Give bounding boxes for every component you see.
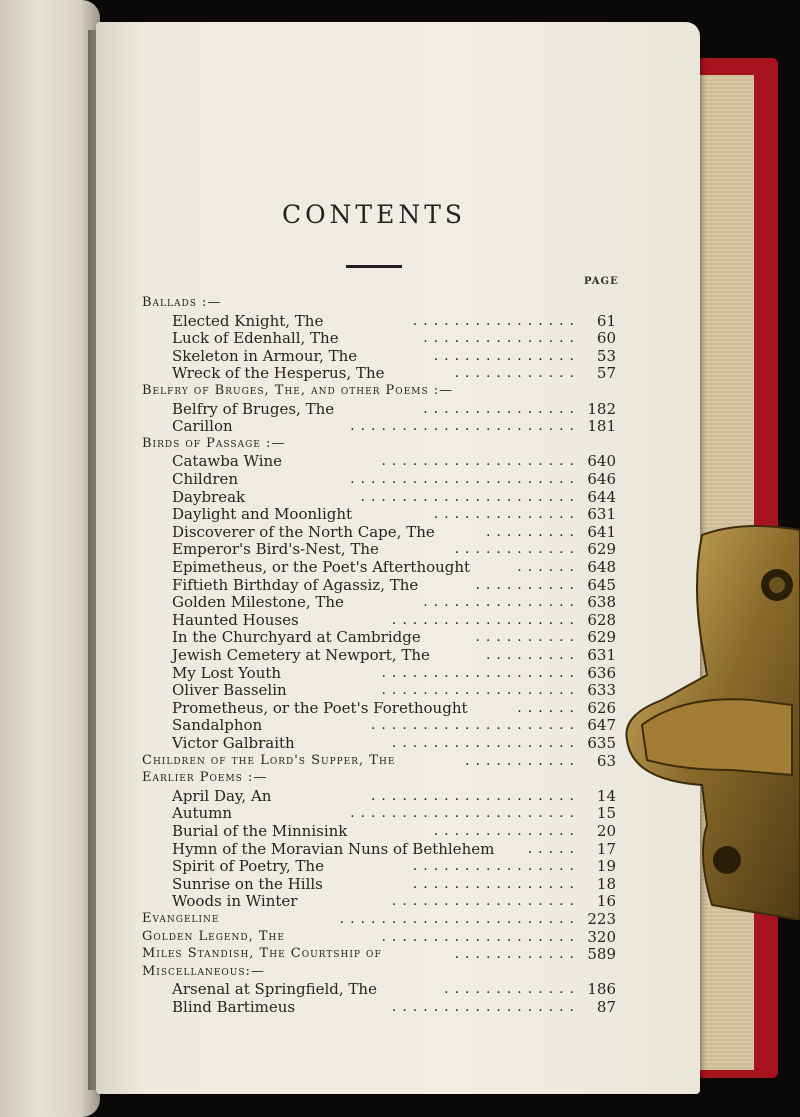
leader-dots: ...................... bbox=[350, 805, 580, 822]
toc-entry bbox=[172, 980, 700, 998]
leader-dots: .......... bbox=[475, 629, 580, 646]
toc-title: Children bbox=[172, 470, 239, 488]
toc-page-number: 181 bbox=[587, 417, 616, 436]
toc-title: Belfry of Bruges, The bbox=[172, 399, 335, 418]
page-column-header: PAGE bbox=[584, 276, 619, 287]
toc-title: Daylight and Moonlight bbox=[172, 505, 353, 524]
title-rule bbox=[346, 265, 402, 268]
leader-dots: ..... bbox=[527, 840, 580, 857]
toc-title: My Lost Youth bbox=[172, 663, 282, 682]
toc-title: Birds of Passage :— bbox=[142, 435, 286, 451]
toc-page-number: 320 bbox=[587, 927, 616, 946]
toc-entry bbox=[172, 998, 700, 1016]
toc-entry bbox=[172, 558, 700, 576]
toc-page-number: 87 bbox=[596, 998, 616, 1016]
toc-entry bbox=[172, 681, 700, 699]
leader-dots: .......... bbox=[475, 576, 580, 593]
toc-entry bbox=[172, 329, 700, 347]
toc-page-number: 18 bbox=[596, 874, 616, 893]
toc-title: Carillon bbox=[172, 417, 233, 436]
toc-entry bbox=[172, 470, 700, 488]
toc-page-number: 629 bbox=[587, 628, 616, 647]
toc-section bbox=[142, 382, 700, 400]
toc-entry bbox=[172, 593, 700, 611]
toc-entry bbox=[172, 488, 700, 506]
leader-dots: .............. bbox=[433, 347, 580, 364]
toc-page-number: 53 bbox=[596, 346, 616, 365]
toc-title: Jewish Cemetery at Newport, The bbox=[172, 646, 430, 664]
toc-entry bbox=[172, 452, 700, 470]
toc-page-number: 186 bbox=[587, 980, 616, 999]
toc-entry bbox=[172, 664, 700, 682]
toc-title: Daybreak bbox=[172, 487, 246, 506]
leader-dots: ...................... bbox=[350, 418, 580, 435]
toc-page-number: 223 bbox=[587, 910, 616, 928]
toc-page-number: 629 bbox=[587, 540, 616, 559]
toc-section bbox=[142, 769, 700, 787]
toc-entry bbox=[172, 540, 700, 558]
leader-dots: .................. bbox=[391, 893, 580, 910]
toc-title: Sunrise on the Hills bbox=[172, 874, 323, 893]
toc-title: Sandalphon bbox=[172, 716, 263, 735]
toc-title: Woods in Winter bbox=[172, 892, 298, 911]
toc-title: Elected Knight, The bbox=[172, 311, 324, 330]
toc-title: Catawba Wine bbox=[172, 452, 283, 471]
toc-page-number: 61 bbox=[596, 311, 616, 330]
brass-clasp bbox=[622, 525, 800, 920]
toc-title: Ballads :— bbox=[142, 295, 222, 310]
leader-dots: ......... bbox=[485, 647, 580, 663]
toc-section bbox=[142, 963, 700, 981]
leader-dots: ................ bbox=[412, 858, 580, 875]
toc-page-number: 589 bbox=[587, 945, 616, 964]
toc-entry bbox=[172, 840, 700, 858]
toc-title: Earlier Poems :— bbox=[142, 770, 268, 786]
toc-section bbox=[142, 435, 700, 453]
leader-dots: ............ bbox=[454, 365, 580, 382]
toc-page-number: 644 bbox=[587, 487, 616, 506]
leader-dots: ............... bbox=[423, 594, 580, 611]
toc-section bbox=[142, 752, 700, 770]
toc-entry bbox=[172, 364, 700, 382]
toc-page-number: 647 bbox=[587, 716, 616, 735]
toc-entry bbox=[172, 576, 700, 594]
toc-title: In the Churchyard at Cambridge bbox=[172, 628, 421, 647]
toc-title: Skeleton in Armour, The bbox=[172, 346, 358, 365]
toc-page-number: 60 bbox=[596, 329, 616, 348]
toc-entry bbox=[172, 822, 700, 840]
toc-title: Children of the Lord's Supper, The bbox=[142, 752, 396, 768]
toc-page-number: 641 bbox=[587, 522, 616, 541]
page-title: CONTENTS bbox=[281, 200, 467, 229]
toc-page-number: 628 bbox=[587, 610, 616, 629]
leader-dots: ................... bbox=[381, 664, 580, 681]
toc-section bbox=[142, 294, 700, 312]
toc-entry bbox=[172, 716, 700, 734]
toc-title: Luck of Edenhall, The bbox=[172, 329, 339, 348]
leader-dots: .................. bbox=[391, 735, 580, 751]
toc-title: Autumn bbox=[172, 804, 233, 823]
leader-dots: ................ bbox=[412, 875, 580, 892]
toc-title: Prometheus, or the Poet's Forethought bbox=[172, 698, 468, 717]
toc-title: Epimetheus, or the Poet's Afterthought bbox=[172, 558, 471, 576]
toc-entry bbox=[172, 347, 700, 365]
leader-dots: ...... bbox=[517, 559, 580, 575]
leader-dots: ............. bbox=[444, 981, 580, 998]
toc-page-number: 57 bbox=[596, 364, 616, 383]
toc-entry bbox=[172, 787, 700, 805]
toc-page-number: 20 bbox=[596, 822, 616, 840]
leader-dots: ..................... bbox=[360, 488, 580, 505]
toc-section bbox=[142, 928, 700, 946]
toc-title: Oliver Basselin bbox=[172, 681, 287, 700]
toc-page-number: 640 bbox=[587, 452, 616, 471]
left-page bbox=[0, 0, 100, 1117]
toc-page-number: 631 bbox=[587, 505, 616, 524]
toc-entry bbox=[172, 646, 700, 664]
toc-section bbox=[142, 910, 700, 928]
toc-page-number: 636 bbox=[587, 663, 616, 682]
toc-entry bbox=[172, 400, 700, 418]
leader-dots: .............. bbox=[433, 506, 580, 523]
toc-title: Burial of the Minnisink bbox=[172, 822, 348, 840]
toc-entry bbox=[172, 857, 700, 875]
toc-entry bbox=[172, 312, 700, 330]
leader-dots: ...................... bbox=[350, 471, 580, 487]
leader-dots: ............ bbox=[454, 946, 580, 963]
toc-title: Miscellaneous:— bbox=[142, 963, 265, 979]
leader-dots: ................... bbox=[381, 682, 580, 699]
toc-title: April Day, An bbox=[172, 786, 272, 805]
toc-entry bbox=[172, 892, 700, 910]
leader-dots: .................. bbox=[391, 999, 580, 1015]
toc-title: Belfry of Bruges, The, and other Poems :— bbox=[142, 383, 454, 398]
toc-page-number: 63 bbox=[596, 751, 616, 770]
leader-dots: .................... bbox=[370, 717, 580, 734]
leader-dots: ........... bbox=[465, 752, 580, 769]
leader-dots: .................. bbox=[391, 611, 580, 628]
toc-section bbox=[142, 945, 700, 963]
toc-page-number: 15 bbox=[596, 804, 616, 823]
toc-page-number: 646 bbox=[587, 470, 616, 488]
toc-page-number: 626 bbox=[587, 698, 616, 717]
toc-page-number: 14 bbox=[596, 786, 616, 805]
toc-page-number: 17 bbox=[596, 839, 616, 858]
toc-entry bbox=[172, 523, 700, 541]
toc-page-number: 16 bbox=[596, 892, 616, 911]
toc-title: Wreck of the Hesperus, The bbox=[172, 364, 385, 383]
toc-page-number: 631 bbox=[587, 646, 616, 664]
toc-page-number: 645 bbox=[587, 575, 616, 594]
leader-dots: ....................... bbox=[339, 911, 580, 927]
toc-title: Discoverer of the North Cape, The bbox=[172, 522, 435, 541]
toc-title: Emperor's Bird's-Nest, The bbox=[172, 540, 379, 559]
toc-title: Miles Standish, The Courtship of bbox=[142, 946, 382, 962]
leader-dots: ................... bbox=[381, 453, 580, 470]
toc-title: Victor Galbraith bbox=[172, 734, 295, 752]
toc-entry bbox=[172, 505, 700, 523]
toc-title: Haunted Houses bbox=[172, 610, 299, 629]
toc-title: Evangeline bbox=[142, 911, 220, 926]
toc-title: Golden Legend, The bbox=[142, 928, 285, 944]
toc-entry bbox=[172, 804, 700, 822]
leader-dots: ................... bbox=[381, 928, 580, 945]
toc-entry bbox=[172, 875, 700, 893]
leader-dots: ......... bbox=[485, 523, 580, 540]
toc-entry bbox=[172, 417, 700, 435]
toc-page-number: 635 bbox=[587, 734, 616, 752]
leader-dots: ............... bbox=[423, 400, 580, 417]
leader-dots: ...... bbox=[517, 699, 580, 716]
toc-entry bbox=[172, 699, 700, 717]
leader-dots: ............... bbox=[423, 330, 580, 347]
toc-entry bbox=[172, 628, 700, 646]
toc-title: Blind Bartimeus bbox=[172, 998, 296, 1016]
toc-page-number: 633 bbox=[587, 681, 616, 700]
leader-dots: .................... bbox=[370, 787, 580, 804]
toc-page-number: 19 bbox=[596, 857, 616, 876]
toc-title: Hymn of the Moravian Nuns of Bethlehem bbox=[172, 839, 495, 858]
leader-dots: .............. bbox=[433, 823, 580, 839]
toc-entry bbox=[172, 734, 700, 752]
toc-title: Fiftieth Birthday of Agassiz, The bbox=[172, 575, 419, 594]
leader-dots: ................ bbox=[412, 312, 580, 329]
toc-page-number: 638 bbox=[587, 593, 616, 612]
leader-dots: ............ bbox=[454, 541, 580, 558]
toc-title: Golden Milestone, The bbox=[172, 593, 344, 612]
toc-title: Arsenal at Springfield, The bbox=[172, 980, 377, 999]
toc-title: Spirit of Poetry, The bbox=[172, 857, 324, 876]
toc-page-number: 182 bbox=[587, 399, 616, 418]
toc-entry bbox=[172, 611, 700, 629]
toc-page-number: 648 bbox=[587, 558, 616, 576]
